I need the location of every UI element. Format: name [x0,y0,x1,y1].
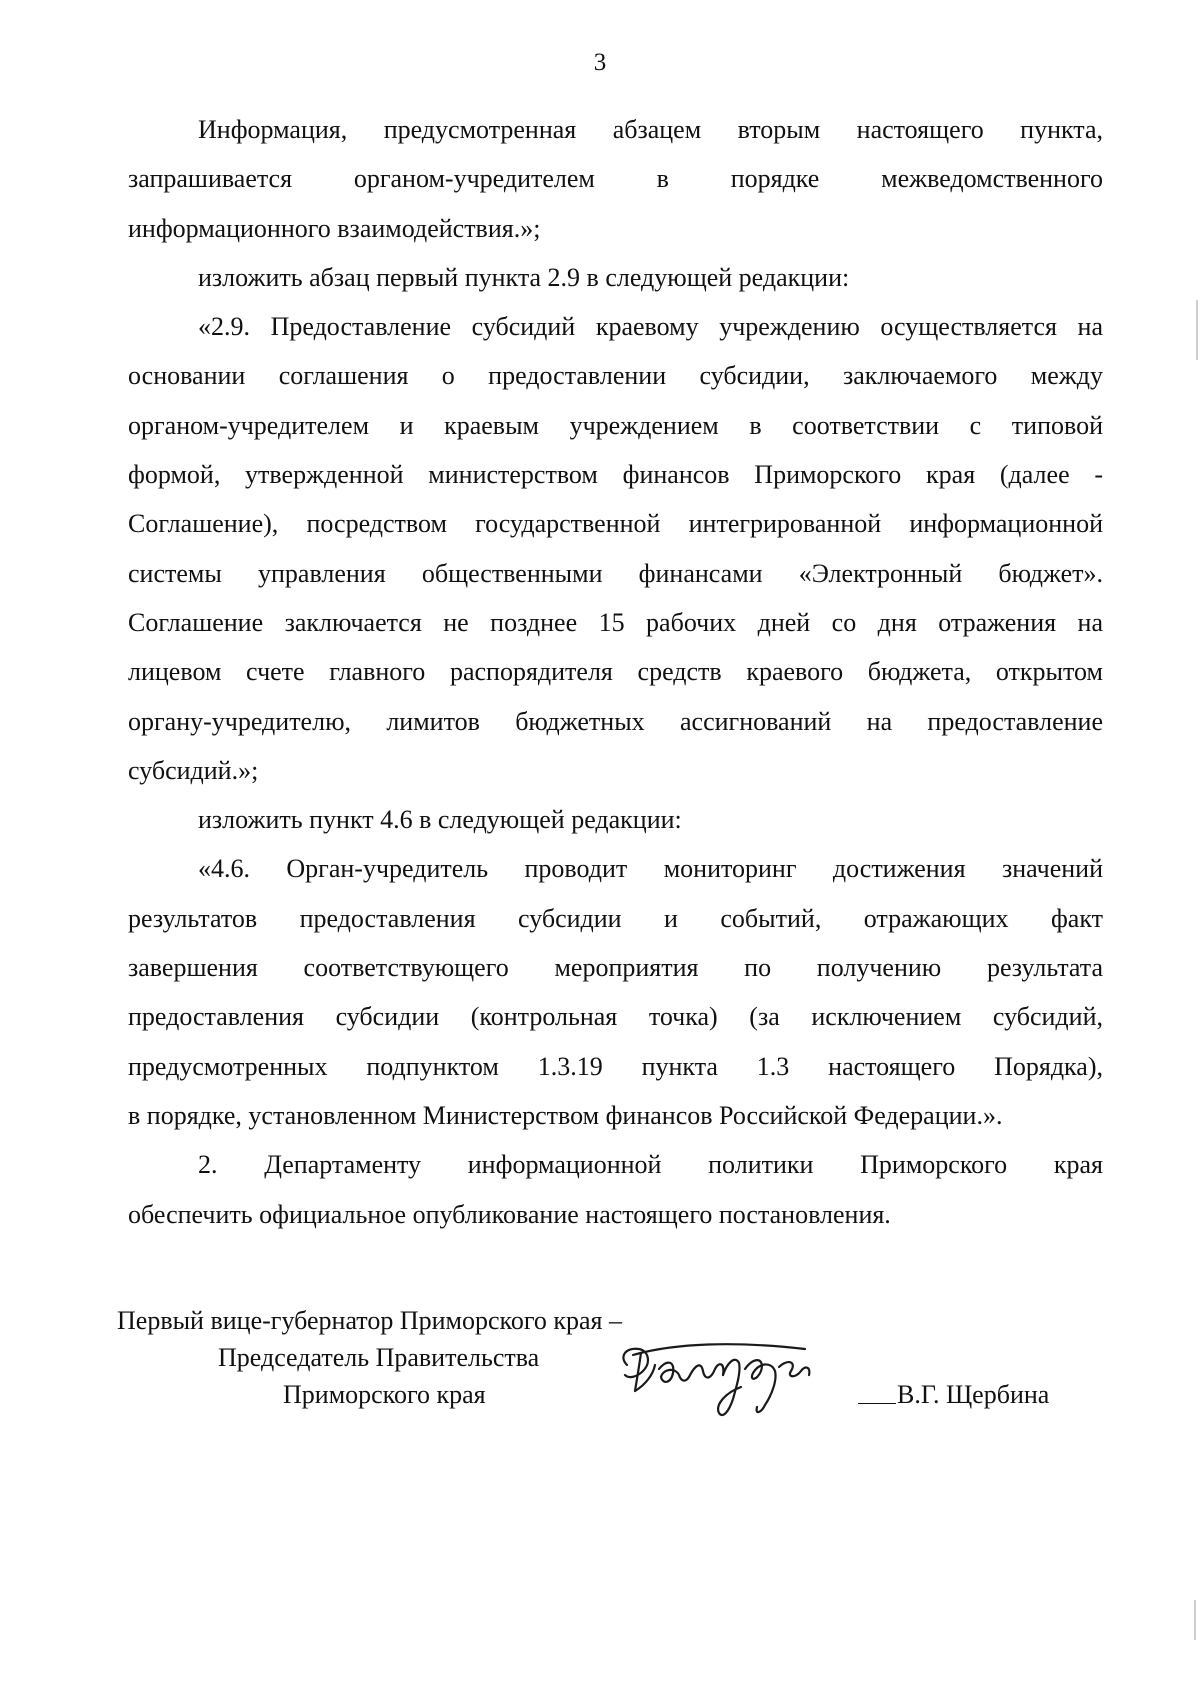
text-line: субсидий.»; [128,755,259,785]
text-line: Соглашение заключается не позднее 15 рабочих дней со дня отражения на [128,607,1103,637]
text-line: «2.9. Предоставление субсидий краевому учреждению осуществляется на [198,312,1103,342]
text-line: Информация, предусмотренная абзацем вторым настоящего пункта, [198,115,1103,144]
text-line: предусмотренных подпунктом 1.3.19 пункта 1.3 настоящего Порядка), [128,1051,1103,1081]
text-line: лицевом счете главного распорядителя средств краевого бюджета, открытом [128,657,1103,687]
text-line: изложить пункт 4.6 в следующей редакции: [198,805,682,835]
text-line: обеспечить официальное опубликование настоящего постановления. [128,1199,891,1229]
page-number: 3 [593,49,607,76]
text-line: системы управления общественными финансами «Электронный бюджет». [128,558,1103,588]
text-line: «4.6. Орган-учредитель проводит мониторинг достижения значений [198,854,1103,884]
text-line: в порядке, установленном Министерством финансов Российской Федерации.». [128,1100,1003,1130]
document-body [128,105,1103,1239]
text-line: результатов предоставления субсидии и событий, отражающих факт [128,903,1103,933]
text-line: Соглашение), посредством государственной интегрированной информационной [128,509,1103,539]
signatory-name: В.Г. Щербина [897,1380,1050,1409]
signatory-title-line-2: Председатель Правительства [218,1343,540,1372]
text-line: изложить абзац первый пункта 2.9 в следующей редакции: [198,262,850,292]
text-line: основании соглашения о предоставлении субсидии, заключаемого между [128,361,1103,391]
text-line: органом-учредителем и краевым учреждением в соответствии с типовой [128,410,1103,440]
signatory-title-line-3: Приморского края [283,1380,486,1409]
scan-edge-mark [1196,300,1198,360]
text-line: органу-учредителю, лимитов бюджетных ассигнований на предоставление [128,706,1103,736]
signature-underline [858,1403,896,1404]
text-line: информационного взаимодействия.»; [128,213,541,243]
text-line: завершения соответствующего мероприятия по получению результата [128,953,1103,983]
text-line: формой, утвержденной министерством финансов Приморского края (далее - [128,460,1103,490]
text-line: 2. Департаменту информационной политики Приморского края [198,1150,1103,1180]
scan-edge-mark [1194,1600,1196,1640]
text-line: предоставления субсидии (контрольная точка) (за исключением субсидий, [128,1002,1103,1032]
handwritten-signature [615,1335,850,1425]
text-line: запрашивается органом-учредителем в порядке межведомственного [128,164,1103,194]
signatory-title-line-1: Первый вице-губернатор Приморского края – [117,1306,622,1335]
